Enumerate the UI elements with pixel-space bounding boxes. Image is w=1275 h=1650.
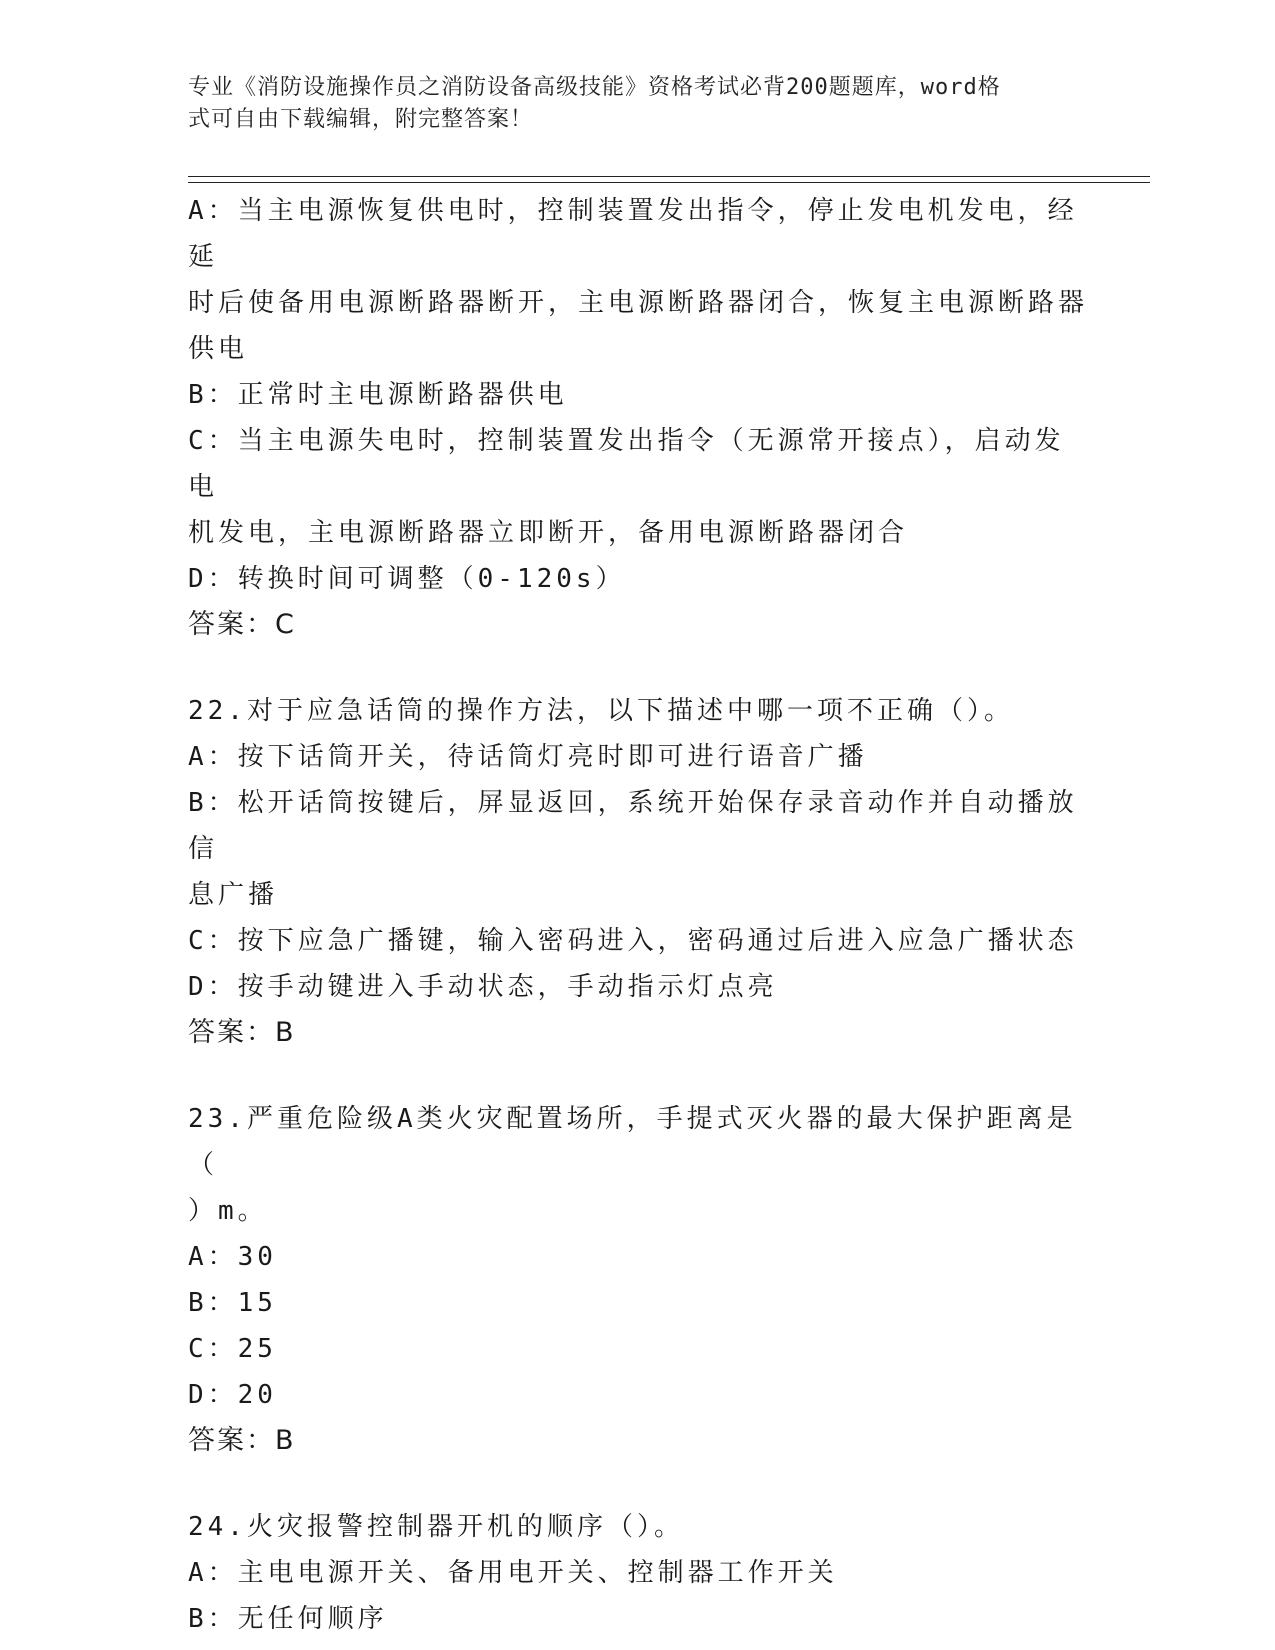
option-a: A：按下话筒开关，待话筒灯亮时即可进行语音广播: [188, 742, 868, 772]
option-d: D：按手动键进入手动状态，手动指示灯点亮: [188, 972, 778, 1002]
option-b-line-1: B：松开话筒按键后，屏显返回，系统开始保存录音动作并自动播放信: [188, 788, 1078, 864]
option-b: B：正常时主电源断路器供电: [188, 380, 568, 410]
document-body: [188, 188, 1088, 1642]
option-b: B：无任何顺序: [188, 1604, 388, 1634]
question-stem: 24.火灾报警控制器开机的顺序（）。: [188, 1512, 684, 1542]
question-22: [188, 688, 1088, 1056]
question-24: [188, 1504, 1088, 1642]
option-c: C：按下应急广播键，输入密码进入，密码通过后进入应急广播状态: [188, 926, 1078, 956]
option-a-line-2: 时后使备用电源断路器断开，主电源断路器闭合，恢复主电源断路器: [188, 288, 1089, 318]
header-divider: [188, 176, 1150, 183]
question-stem-line-1: 23.严重危险级A类火灾配置场所，手提式灭火器的最大保护距离是（: [188, 1104, 1077, 1180]
question-stem: 22.对于应急话筒的操作方法，以下描述中哪一项不正确（）。: [188, 696, 1014, 726]
option-d: D：20: [188, 1380, 277, 1410]
option-c-line-1: C：当主电源失电时，控制装置发出指令（无源常开接点），启动发电: [188, 426, 1065, 502]
option-c: C：25: [188, 1334, 277, 1364]
header-line-2: 式可自由下载编辑，附完整答案！: [188, 107, 534, 132]
option-a-line-3: 供电: [188, 334, 249, 364]
document-header: [188, 72, 1088, 136]
option-b-line-2: 息广播: [188, 880, 279, 910]
answer: 答案：B: [188, 1017, 296, 1048]
option-a: A：30: [188, 1242, 277, 1272]
option-a: A：主电电源开关、备用电开关、控制器工作开关: [188, 1558, 838, 1588]
option-b: B：15: [188, 1288, 277, 1318]
option-a-line-1: A：当主电源恢复供电时，控制装置发出指令，停止发电机发电，经延: [188, 196, 1078, 272]
answer: 答案：B: [188, 1425, 296, 1456]
header-line-1: 专业《消防设施操作员之消防设备高级技能》资格考试必背200题题库，word格: [188, 75, 1001, 100]
question-23: [188, 1096, 1088, 1464]
question-stem-line-2: ）m。: [188, 1196, 268, 1226]
question-21: [188, 188, 1088, 648]
answer: 答案：C: [188, 609, 296, 640]
option-d: D：转换时间可调整（0-120s）: [188, 564, 626, 594]
option-c-line-2: 机发电，主电源断路器立即断开，备用电源断路器闭合: [188, 518, 909, 548]
